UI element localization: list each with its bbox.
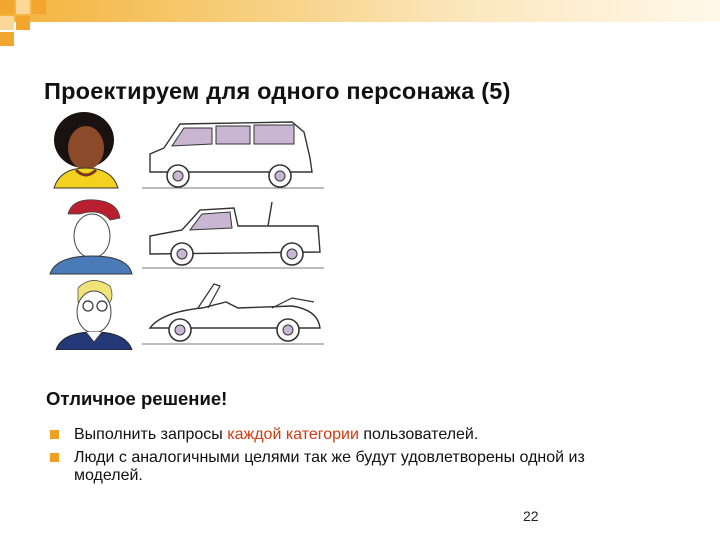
bullet-marker-icon (50, 453, 59, 462)
corner-squares-decoration (0, 0, 60, 46)
bullet-1-text-after: пользователей. (358, 426, 479, 443)
bullet-1-highlight: каждой категории (227, 426, 359, 443)
pickup-truck-icon (142, 202, 324, 268)
bullet-2-text: Люди с аналогичными целями так же будут удовлетворены одной из моделей. (74, 448, 585, 484)
top-accent-bar (0, 0, 720, 22)
man-cap-face-icon (50, 200, 132, 274)
man-glasses-face-icon (56, 280, 132, 350)
bullet-list (48, 426, 608, 490)
bullet-item-2 (48, 449, 608, 486)
page-number: 22 (523, 508, 539, 524)
slide-title: Проектируем для одного персонажа (5) (44, 78, 511, 104)
minivan-icon (142, 122, 324, 188)
personas-and-cars-illustration (40, 110, 326, 350)
woman-face-icon (54, 112, 118, 188)
convertible-car-icon (142, 284, 324, 344)
bullet-1-text-before: Выполнить запросы (74, 426, 228, 443)
bullet-item-1 (48, 426, 608, 445)
bullet-marker-icon (50, 430, 59, 439)
slide-subtitle: Отличное решение! (46, 388, 228, 409)
